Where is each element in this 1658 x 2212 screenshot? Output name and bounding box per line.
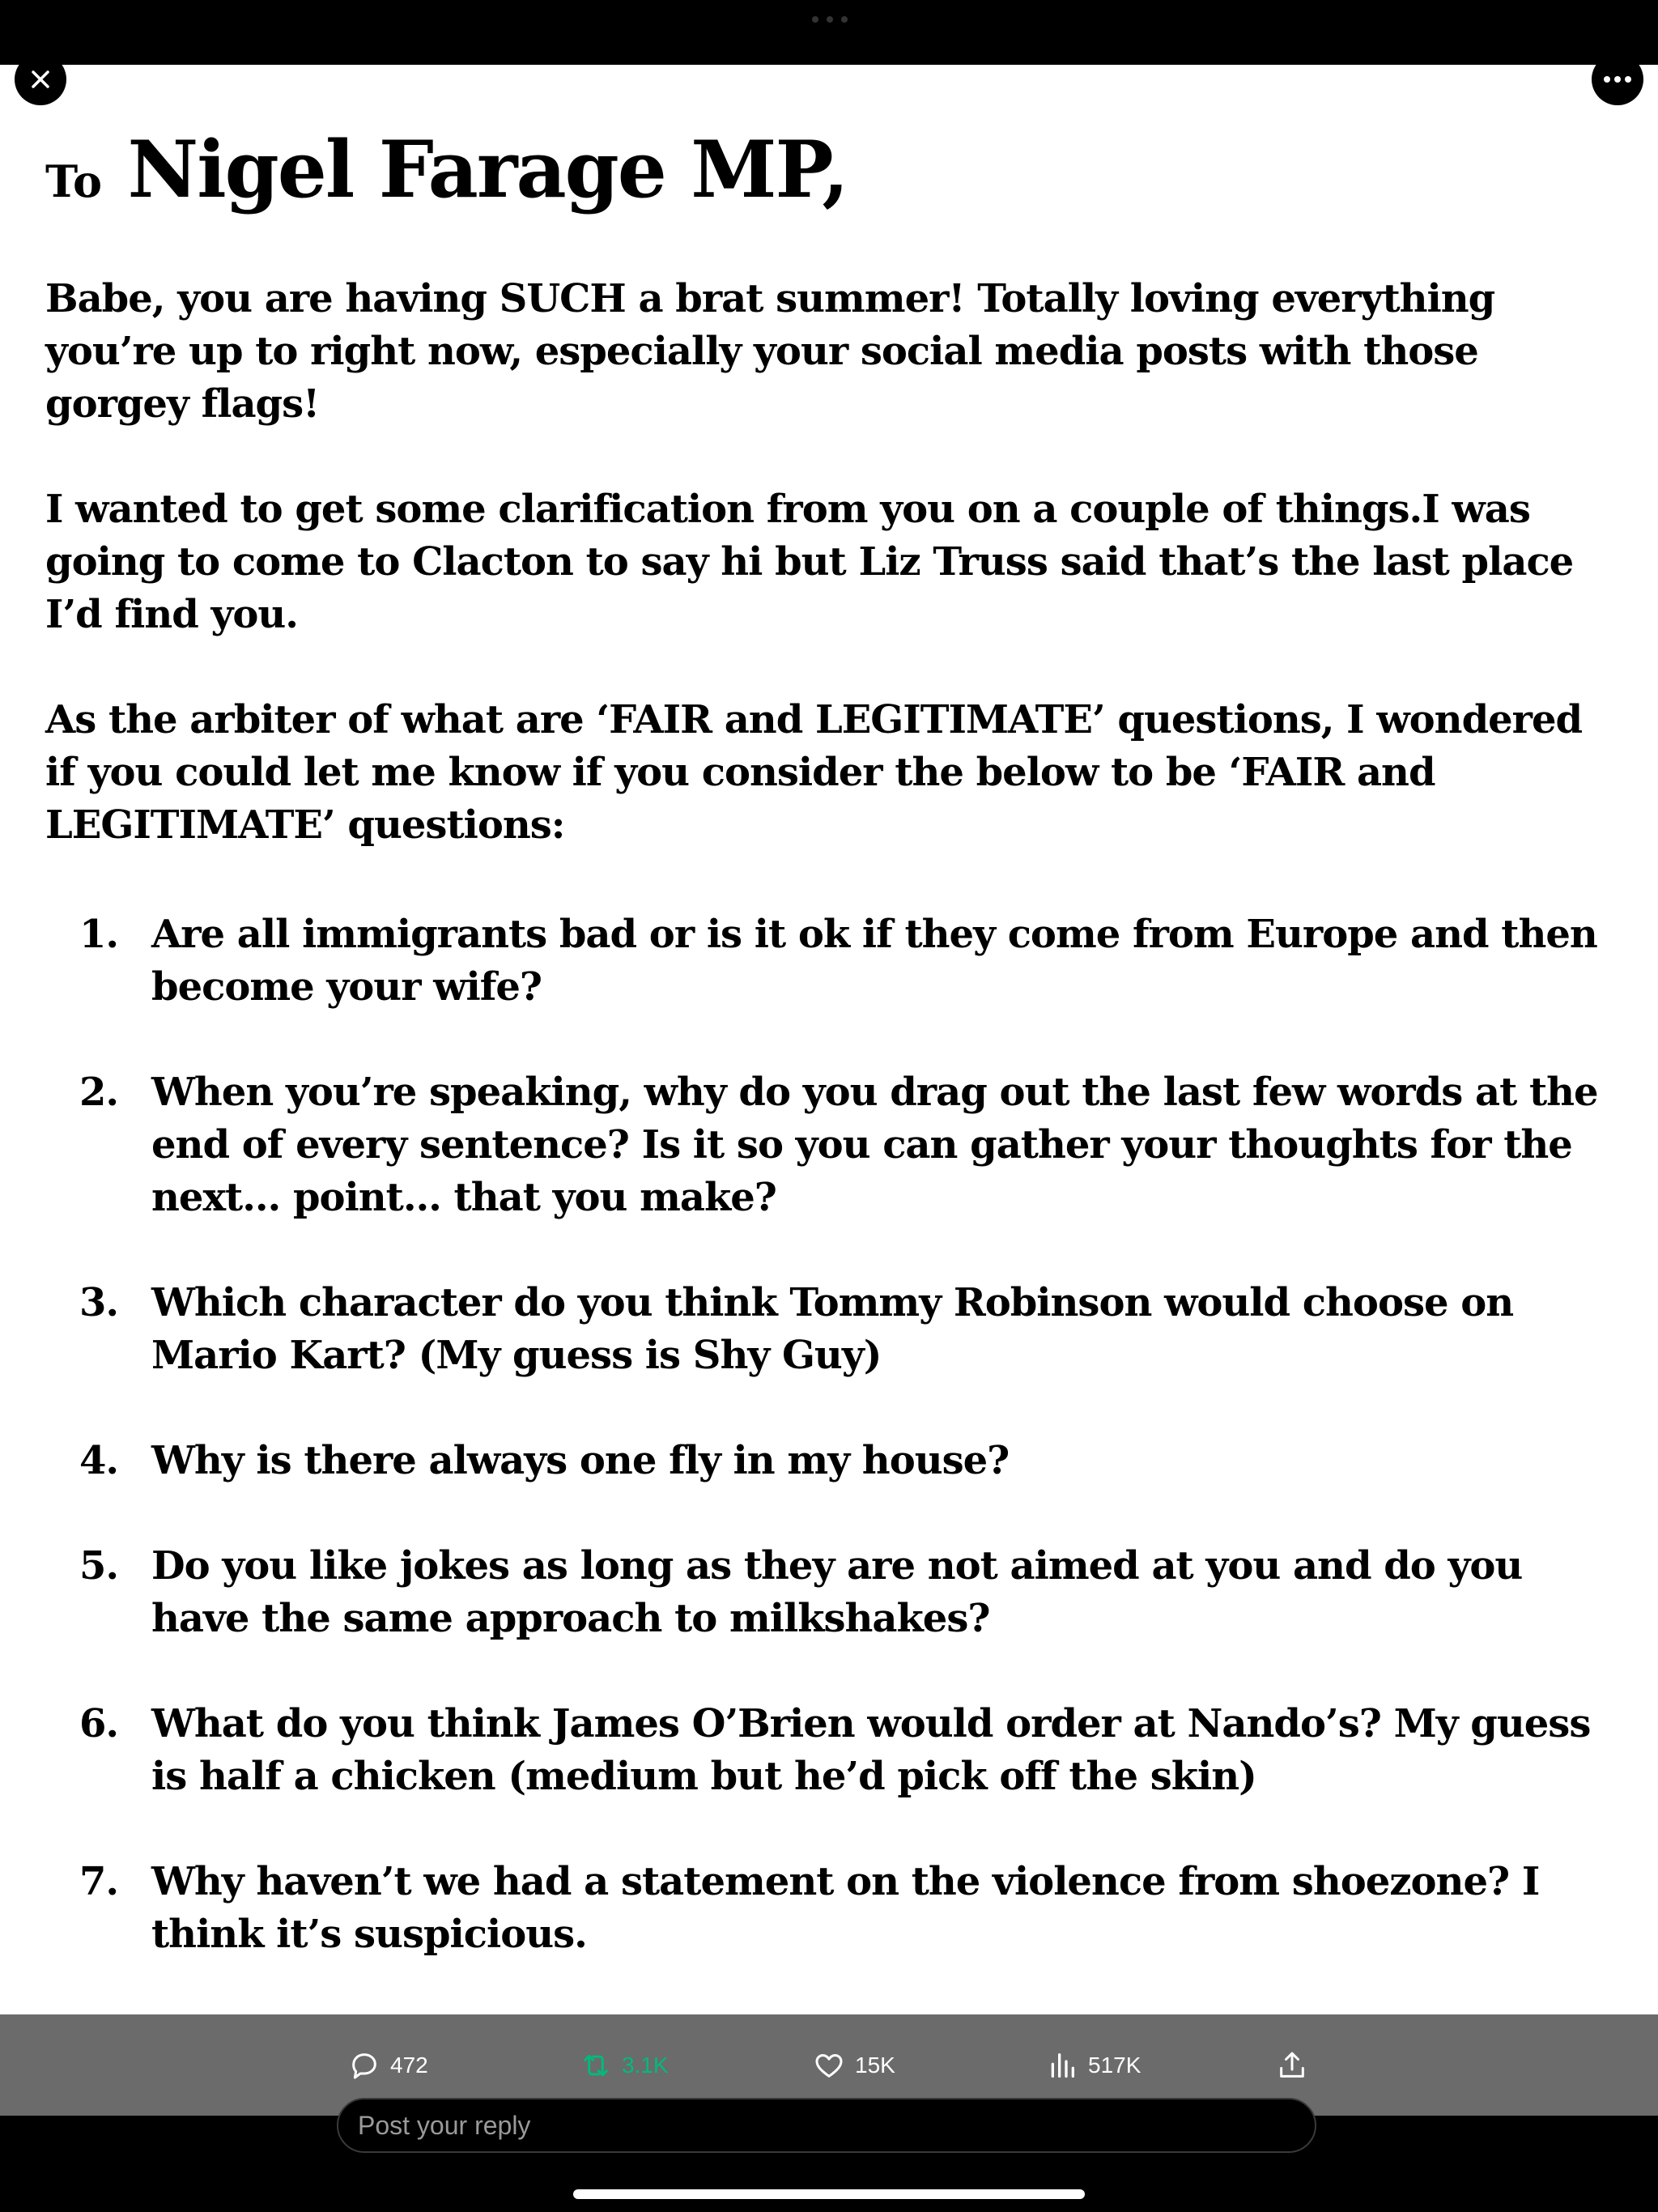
view-count: 517K [1088, 2052, 1141, 2078]
question-list [45, 908, 1616, 1961]
views-button[interactable] [1046, 2048, 1141, 2082]
question-text: Why haven’t we had a statement on the violence from shoezone? I think it’s suspicious. [151, 1859, 1540, 1957]
question-item [45, 1066, 1616, 1224]
question-text: When you’re speaking, why do you drag out the last few words at the end of every sentence? Is it so you can gather your thoughts for the next… point… that you make? [151, 1070, 1598, 1220]
question-number: 6. [79, 1701, 119, 1746]
letter-paragraph: As the arbiter of what are ‘FAIR and LEGITIMATE’ questions, I wondered if you could let me know if you consider the below to be ‘FAIR and LEGITIMATE’ questions: [45, 697, 1583, 848]
grabber-handle[interactable] [812, 16, 848, 23]
close-icon [29, 68, 52, 91]
question-text: What do you think James O’Brien would order at Nando’s? My guess is half a chicken (medium but he’d pick off the skin) [151, 1701, 1591, 1799]
views-icon [1046, 2049, 1078, 2082]
question-item [45, 1435, 1616, 1487]
home-indicator[interactable] [573, 2189, 1085, 2199]
reply-count: 472 [390, 2052, 428, 2078]
letter-paragraph: Babe, you are having SUCH a brat summer! Totally loving everything you’re up to right now, especially your social media posts with those gorgey flags! [45, 276, 1495, 427]
question-number: 7. [79, 1859, 119, 1904]
salutation-suffix: , [822, 124, 848, 215]
letter-paragraph: I wanted to get some clarification from you on a couple of things.I was going to come to Clacton to say hi but Liz Truss said that’s the last place I’d find you. [45, 487, 1574, 637]
like-button[interactable] [813, 2048, 895, 2082]
question-item [45, 1277, 1616, 1382]
repost-count: 3.1K [622, 2052, 669, 2078]
question-text: Which character do you think Tommy Robinson would choose on Mario Kart? (My guess is Shy Guy) [151, 1280, 1514, 1378]
share-icon [1276, 2049, 1308, 2082]
question-number: 3. [79, 1280, 119, 1325]
heart-icon [813, 2049, 845, 2082]
repost-button[interactable] [580, 2048, 669, 2082]
share-button[interactable] [1276, 2048, 1308, 2082]
question-number: 2. [79, 1070, 119, 1115]
repost-icon [580, 2049, 612, 2082]
reply-input[interactable] [337, 2098, 1316, 2153]
question-number: 4. [79, 1438, 119, 1483]
close-button[interactable] [15, 53, 66, 105]
question-item [45, 908, 1616, 1014]
question-number: 5. [79, 1543, 119, 1589]
reply-icon [348, 2049, 380, 2082]
like-count: 15K [855, 2052, 895, 2078]
letter-salutation [45, 125, 1616, 226]
salutation-name: Nigel Farage MP [127, 124, 823, 215]
salutation-prefix: To [45, 155, 103, 207]
question-text: Why is there always one fly in my house? [151, 1438, 1010, 1483]
question-text: Do you like jokes as long as they are not aimed at you and do you have the same approach to milkshakes? [151, 1543, 1523, 1641]
question-item [45, 1540, 1616, 1645]
letter-content [45, 125, 1616, 2014]
top-bar [0, 0, 1658, 65]
reply-placeholder: Post your reply [358, 2111, 531, 2140]
more-button[interactable] [1592, 53, 1643, 105]
question-item [45, 1698, 1616, 1803]
more-icon [1603, 75, 1632, 83]
question-text: Are all immigrants bad or is it ok if they come from Europe and then become your wife? [151, 912, 1597, 1010]
question-number: 1. [79, 912, 119, 957]
reply-button[interactable] [348, 2048, 428, 2082]
question-item [45, 1856, 1616, 1961]
